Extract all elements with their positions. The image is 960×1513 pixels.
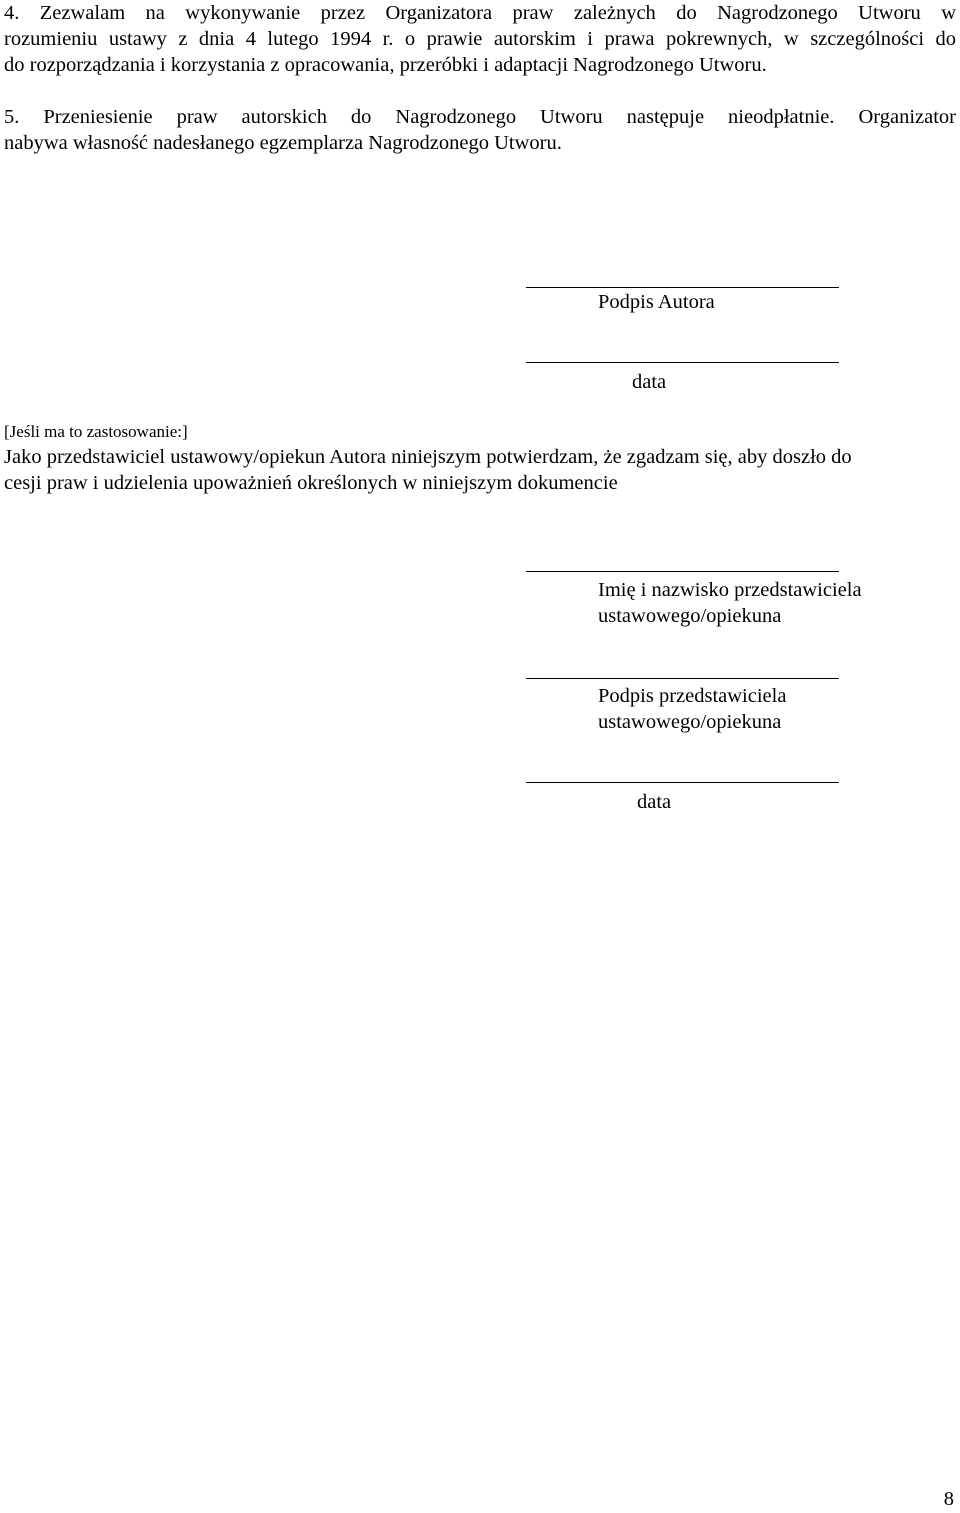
point-4-line-1: 4. Zezwalam na wykonywanie przez Organizatora praw zależnych do Nagrodzonego Utworu w (4, 2, 956, 24)
guardian-signature-label-line-2: ustawowego/opiekuna (598, 711, 782, 733)
point-5-line-2: nabywa własność nadesłanego egzemplarza Nagrodzonego Utworu. (4, 132, 562, 154)
guardian-signature-label-line-1: Podpis przedstawiciela (598, 685, 787, 707)
page-number: 8 (943, 1488, 954, 1510)
author-signature-label: Podpis Autora (598, 291, 715, 313)
guardian-date-line[interactable] (526, 782, 839, 783)
guardian-name-line[interactable] (526, 571, 839, 572)
point-4-line-3: do rozporządzania i korzystania z opracowania, przeróbki i adaptacji Nagrodzonego Utworu. (4, 54, 767, 76)
author-signature-line[interactable] (526, 287, 839, 288)
guardian-name-label-line-1: Imię i nazwisko przedstawiciela (598, 579, 862, 601)
guardian-consent-line-2: cesji praw i udzielenia upoważnień określonych w niniejszym dokumencie (4, 472, 618, 494)
guardian-consent-line-1: Jako przedstawiciel ustawowy/opiekun Autora niniejszym potwierdzam, że zgadzam się, aby doszło do (4, 446, 852, 468)
point-5-line-1: 5. Przeniesienie praw autorskich do Nagrodzonego Utworu następuje nieodpłatnie. Organizator (4, 106, 956, 128)
guardian-signature-line[interactable] (526, 678, 839, 679)
applicability-note: [Jeśli ma to zastosowanie:] (4, 422, 188, 441)
author-date-label: data (632, 371, 667, 393)
guardian-date-label: data (637, 791, 672, 813)
author-date-line[interactable] (526, 362, 839, 363)
point-4-line-2: rozumieniu ustawy z dnia 4 lutego 1994 r. o prawie autorskim i prawa pokrewnych, w szczególności do (4, 28, 956, 50)
guardian-name-label-line-2: ustawowego/opiekuna (598, 605, 782, 627)
